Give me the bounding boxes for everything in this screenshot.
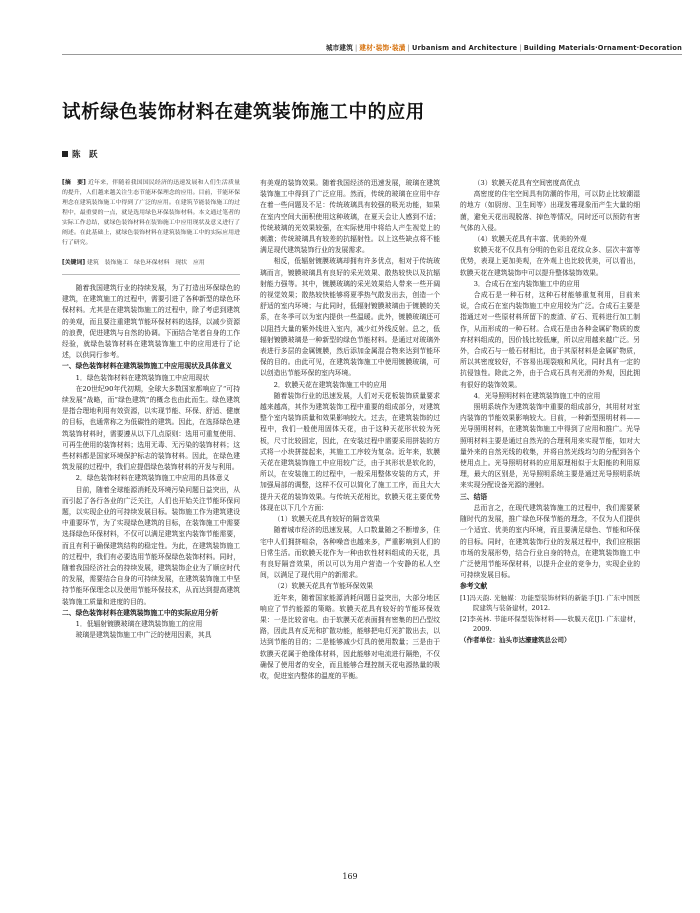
author bbox=[62, 148, 98, 160]
column-3 bbox=[460, 178, 640, 646]
paragraph: 4．光导照明材料在建筑装饰施工中的应用 bbox=[473, 391, 601, 400]
paragraph: 随着装饰行业的迅速发展，人们对天花板装饰质量要求越来越高，其作为建筑装饰工程中重要的组成部分，对建筑整个室内装饰质量和效果影响较大。过去，在建筑装饰的过程中，我们一般使用固体天花，由于这种天花形状较为死板，尺寸比较固定，因此，在安装过程中需要采用拼装的方式将一小块拼接起来，其施工工序较为复杂。近年来，软膜天花在建筑装饰施工中应用较广泛，由于其形状是软化的，所以，在安装施工的过程中，一般采用整体安装的方式，并加强局部的调整，这样不仅可以简化了施工工序，而且大大提升天花的装饰效果。与传统天花相比，软膜天花主要优势体现在以下几个方面： bbox=[260, 391, 440, 512]
paragraph: （3）软膜天花具有空间密度高优点 bbox=[473, 179, 580, 187]
paragraph: 玻璃是建筑装饰施工中广泛的使用因素，其具 bbox=[75, 631, 212, 640]
intro-paragraph: 随着我国建筑行业的持续发展，为了打造出环保绿色的建筑，在建筑施工的过程中，需要引进了各种新型的绿色环保材料。尤其是在建筑装饰施工的过程中，除了考虑到建筑的美观，而且要注重建筑节能环保材料的选择，以减少资源的浪费，促进建筑与自然的协调。下面结合笔者自身的工作经验，就绿色装饰材料在建筑装饰施工中的应用进行了论述，以供同行参考。 bbox=[62, 284, 240, 360]
header-rule bbox=[62, 54, 682, 55]
header-en-urbanism: Urbanism and Architecture bbox=[412, 44, 518, 52]
paragraph: （1）软膜天花具有较好的隔音效果 bbox=[273, 515, 380, 524]
paragraph: 在20世纪90年代初期，全球大多数国家都响应了“可持续发展”战略，而“绿色建筑”的概念也由此而生。绿色建筑是指合理地利用有效资源，以实现节能、环保、舒适、健康的目标，也通常称之为低碳性的建筑。因此，在选择绿色建筑装饰材料时，需要遵从以下几点原则：选用可重复使用、可再生使用的装饰材料；选用无毒、无污染的装饰材料；这些材料都是国家环境保护标志的装饰材料。因此，在绿色建筑发展的过程中，我们应提倡绿色装饰材料的开发与利用。 bbox=[62, 384, 240, 472]
paragraph: 软膜天花不仅具有分明的色彩且花纹众多、层次丰富等优势，表现上更加美观，在外观上也比较优美，可以看出，软膜天花在建筑装饰中可以提升整体装饰效果。 bbox=[460, 246, 640, 277]
section-heading-3: 三、结语 bbox=[460, 492, 488, 501]
section-heading-1: 一、绿色装饰材料在建筑装饰施工中应用现状及具体意义 bbox=[62, 362, 232, 371]
column-2 bbox=[260, 178, 440, 682]
paragraph: 随着城市经济的迅速发展，人口数量随之不断增多，住宅中人们拥挤喧杂，各种噪音也越来多，严重影响到人们的日常生活。而软膜天花作为一种由软性材料组成的天花，具有良好隔音效果，所以可以为用户营造一个安静的私人空间，以满足了现代用户的新需求。 bbox=[260, 526, 440, 580]
paragraph: 照明系统作为建筑装饰中重要的组成部分，其用材对室内装饰的节能效果影响较大。目前，一种新型照明材料——光导照明材料，在建筑装饰施工中得到了应用和推广。光导照明材料主要是通过自然光的合理利用来实现节能，如对大量外来的自然光线的收集，并将自然光线均匀的分配到各个使用点上。光导照明材料的应用原理相似于太阳能的利用原理，最大的区别是，光导照明系统主要是通过光导照明系统来实现分配设备光源的漫射。 bbox=[460, 403, 640, 490]
author-affiliation: （作者单位：汕头市达濠建筑总公司） bbox=[460, 635, 571, 644]
abstract-text: 近年来，伴随着我国国民经济的迅速发展和人们生活质量的提升，人们越来越关注生态节能环保理念的应用。目前，节能环保理念在建筑装饰施工中得到了广泛的应用。在建筑节能装饰施工的过程中，最重要的一点，就是选用绿色环保装饰材料。本文通过笔者的实际工作总结，就绿色装饰材料在装饰施工中应用现状及意义进行了阐述。在此基础上，就绿色装饰材料在建筑装饰施工中的实际应用进行了研究。 bbox=[62, 180, 241, 246]
paragraph: 相反，低辐射镀膜玻璃却拥有许多优点，相对于传统玻璃而言，镀膜玻璃具有良好的采光效果、散热较快以及抗辐射能力强等。其中，镀膜玻璃的采光效果给人带来一些开阔的视觉效果；散热较快能够将夏季热气散发出去，创造一个舒适的室内环境；与此同时，低辐射镀膜玻璃由于镀膜的关系，在冬季可以为室内提供一些温暖。此外，镀膜玻璃还可以阻挡大量的紫外线进入室内，减少红外线反射。总之，低辐射镀膜玻璃是一种新型的绿色节能材料。是通过对玻璃外表进行多层的金属镀膜，然后添加金属混合物来达到节能环保的目的。由此可见，在建筑装饰施工中使用镀膜玻璃，可以创造出节能环保的室内环境。 bbox=[260, 257, 440, 378]
column-1 bbox=[62, 178, 240, 642]
paragraph: 有美观的装饰效果。随着我国经济的迅速发展，玻璃在建筑装饰施工中得到了广泛应用。然而，传统的玻璃在应用中存在着一些问题及不足：传统玻璃具有较强的吸光功能，如果在室内空间大面积使用这种玻璃，在夏天会让人感到不适；传统玻璃的光效果较强，在实际使用中将给人产生视觉上的刺激；传统玻璃具有较差的抗辐射性。以上这些缺点将不能满足现代建筑装饰行业的发展需求。 bbox=[260, 179, 440, 255]
paragraph: （4）软膜天花具有丰富、优美的外观 bbox=[473, 235, 587, 244]
keywords: [关键词] 建筑 装饰施工 绿色环保材料 现状 应用 bbox=[62, 260, 205, 266]
paragraph: 合成石是一种石材，这种石材能够重复利用，目前来说，合成石在室内装饰施工中应用较为广泛。合成石主要是指通过对一些原材料所留下的废渣、矿石、荒料进行加工制作，从而形成的一种石材。合成石是由各种金属矿物质的废弃材料组成的，因价钱比较低廉，所以应用越来越广泛。另外，合成石与一般石材相比，由于其原材料是金属矿物质，所以其密度较好，不容易出现裂痕和风化，同时具有一定的抗侵蚀性。除此之外，由于合成石具有光滑的外观，因此拥有很好的装饰效果。 bbox=[460, 291, 640, 389]
header-en-materials: Building Materials·Ornament·Decoration bbox=[523, 44, 682, 52]
reference-item: [2]李英林. 节能环保型装饰材料——软膜天花[J]. 广东建材，2009. bbox=[460, 614, 640, 634]
paragraph: 1．绿色装饰材料在建筑装饰施工中应用现状 bbox=[75, 373, 210, 382]
keywords-text: 建筑 装饰施工 绿色环保材料 现状 应用 bbox=[86, 260, 205, 266]
running-header: 城市建筑 | 建材·装饰·装潢 | Urbanism and Architecture | Building Materials·Ornament·Decoration bbox=[325, 44, 682, 52]
abstract: [摘 要] 近年来，伴随着我国国民经济的迅速发展和人们生活质量的提升，人们越来越关注生态节能环保理念的应用。目前，节能环保理念在建筑装饰施工中得到了广泛的应用。在建筑节能装饰施工的过程中，最重要的一点，就是选用绿色环保装饰材料。本文通过笔者的实际工作总结，就绿色装饰材料在装饰施工中应用现状及意义进行了阐述。在此基础上，就绿色装饰材料在建筑装饰施工中的实际应用进行了研究。 bbox=[62, 180, 241, 246]
page-number: 169 bbox=[342, 872, 358, 881]
paragraph: 近年来，随着国家能源消耗问题日益突出，大部分地区响应了节约能源的策略。软膜天花具有较好的节能环保效果：一是比较省电。由于软膜天花表面拥有密集的凹凸型纹路，因此具有反光和扩散功能，能够把电灯光扩散出去，以达到节能的目的；二是能够减少灯具的使用数量；三是由于软膜天花属于绝缘体材料，因此能够对电流进行隔绝，不仅确保了使用者的安全，而且能够合理控制天花电源热量的吸收，促进室内整体的温度的平衡。 bbox=[260, 593, 440, 680]
header-cn-urbanism: 城市建筑 bbox=[325, 44, 353, 52]
paragraph: 总而言之，在现代建筑装饰施工的过程中，我们需要紧随时代的发展，推广绿色环保节能的理念，不仅为人们提供一个适宜、优美的室内环境，而且要满足绿色、节能和环保的目标。同时，在建筑装饰行业的发展过程中，我们应根据市场的发展形势，结合行业自身的特点，在建筑装饰施工中广泛使用节能环保材料，以提升企业的竞争力，实现企业的可持续发展目标。 bbox=[460, 503, 640, 580]
keywords-divider bbox=[62, 274, 240, 275]
paragraph: 2．绿色装饰材料在建筑装饰施工中应用的具体意义 bbox=[75, 474, 230, 483]
section-heading-2: 二、绿色装饰材料在建筑装饰施工中的实际应用分析 bbox=[62, 608, 219, 617]
paragraph: 2．软膜天花在建筑装饰施工中的应用 bbox=[273, 380, 387, 389]
header-cn-materials: 建材·装饰·装潢 bbox=[359, 44, 406, 52]
square-bullet-icon bbox=[62, 151, 68, 157]
paragraph: 目前，随着全球能源消耗及环境污染问题日益突出，从而引起了各行各业的广泛关注，人们也开始关注节能环保问题，以实现企业的可持续发展目标。装饰施工作为建筑建设中重要环节，为了实现绿色建筑的目标，在装饰施工中需要选择绿色环保材料，不仅可以满足建筑室内装饰节能需要，而且有利于确保建筑结构的稳定性。为此，在建筑装饰施工的过程中，我们有必要选用节能环保绿色装饰材料。同时，随着我国经济社会的持续发展，建筑装饰企业为了顺应时代的发展，需要结合自身的可持续发展，在建筑装饰施工中坚持节能环保理念以及使用节能环保技术，从而达到提高建筑装饰施工质量和进度的目的。 bbox=[62, 485, 240, 606]
article-title: 试析绿色装饰材料在建筑装饰施工中的应用 bbox=[62, 102, 425, 123]
author-name: 陈 跃 bbox=[72, 150, 98, 160]
references-title: 参考文献 bbox=[460, 582, 488, 591]
paragraph: 高密度的住宅空间具有防潮的作用，可以防止比较潮湿的地方（如厨房、卫生间等）出现发霉现象而产生大量的细菌，避免天花出现脱落、掉色等情况，同时还可以预防有害气体的入侵。 bbox=[460, 190, 640, 232]
paragraph: （2）软膜天花具有节能环保效果 bbox=[273, 582, 374, 591]
paragraph: 1．低辐射镀膜玻璃在建筑装饰施工的应用 bbox=[75, 620, 203, 629]
paragraph: 3．合成石在室内装饰施工中的应用 bbox=[473, 279, 580, 288]
reference-item: [1]冯天韵. 光触媒：功能型装饰材料的新能手[J]. 广东中国医院建筑与装备建材，2012. bbox=[460, 593, 640, 613]
